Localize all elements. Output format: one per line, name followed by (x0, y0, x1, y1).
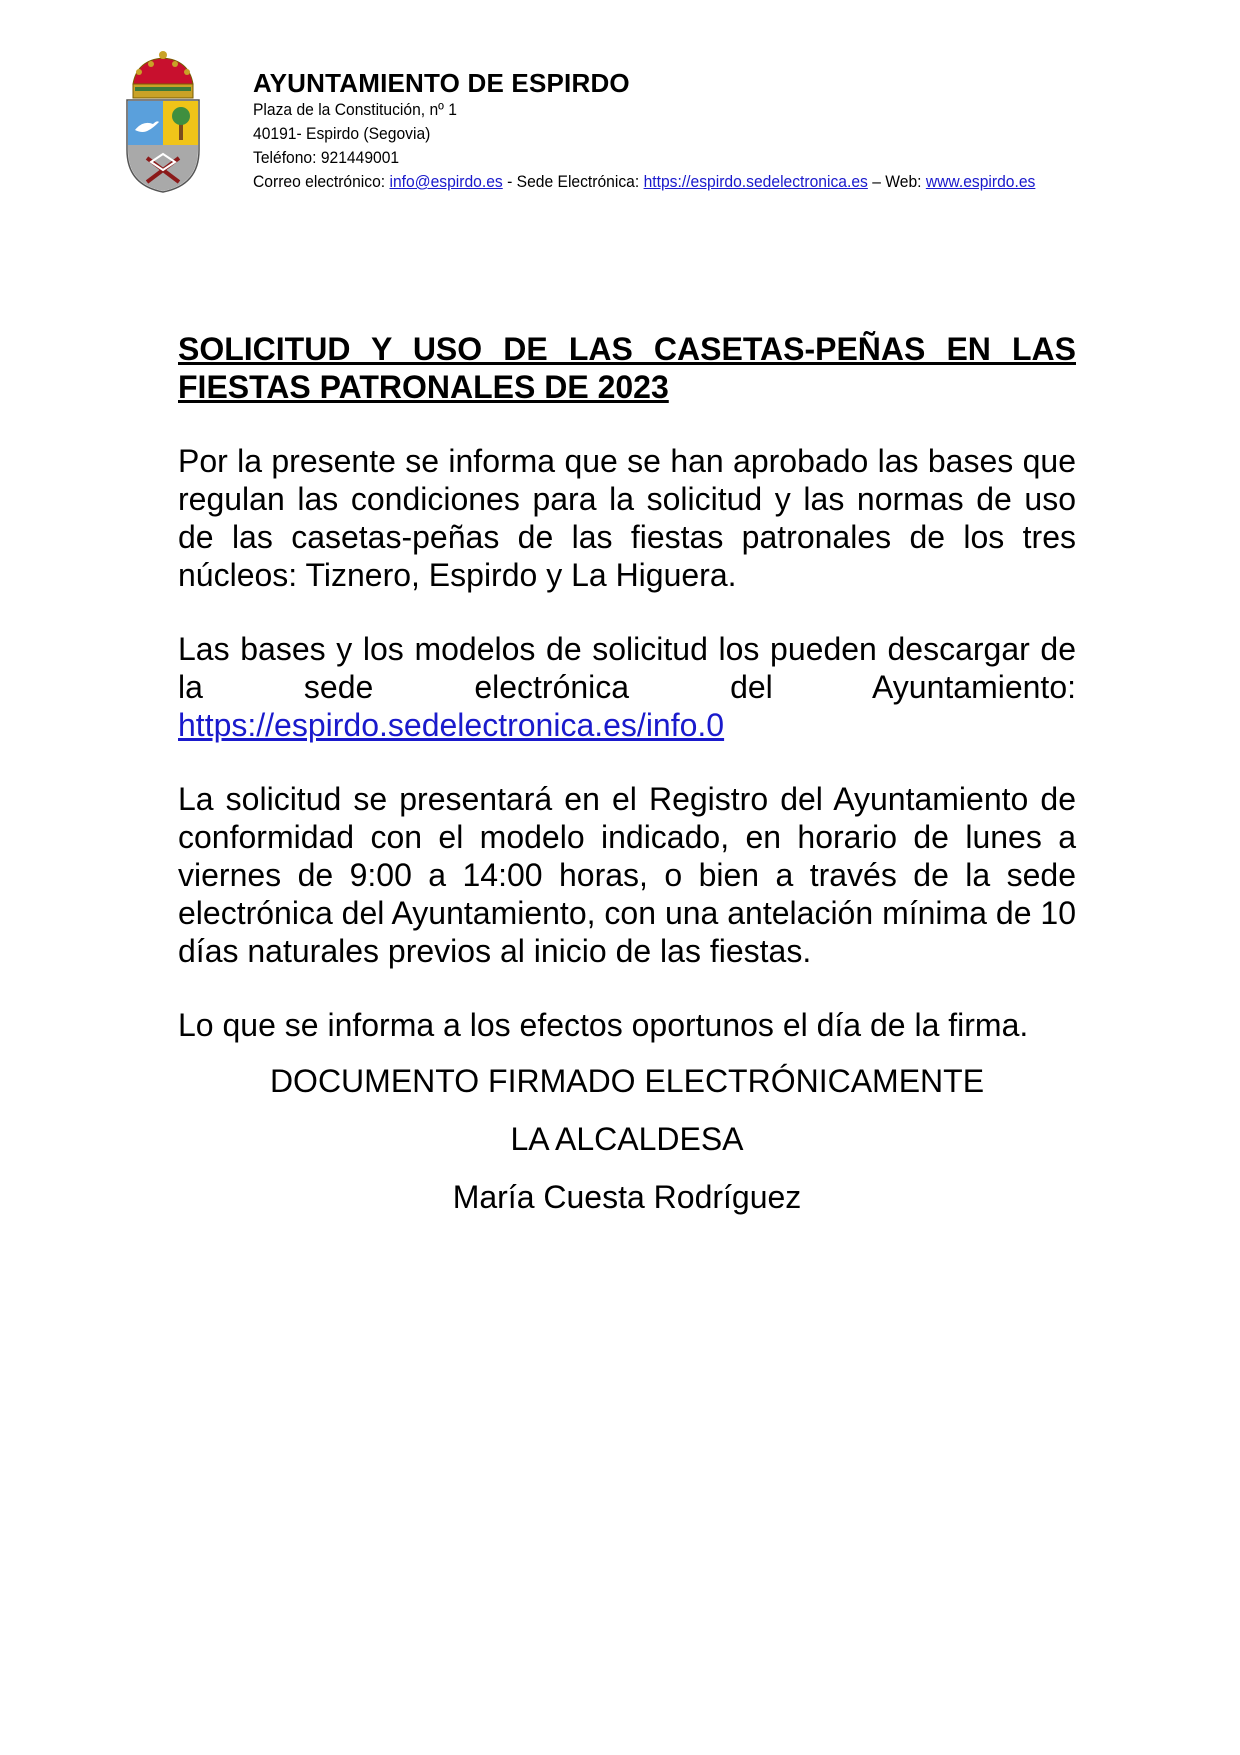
sede-label: - Sede Electrónica: (502, 172, 644, 191)
contact-line (253, 170, 1035, 194)
paragraph-download-link-wrapper (178, 706, 1076, 744)
signature-role: LA ALCALDESA (510, 1121, 744, 1157)
email-link[interactable]: info@espirdo.es (389, 172, 503, 191)
signature-statement: DOCUMENTO FIRMADO ELECTRÓNICAMENTE (269, 1063, 985, 1099)
email-label: Correo electrónico: (253, 172, 390, 191)
document-title: SOLICITUD Y USO DE LAS CASETAS-PEÑAS EN LAS FIESTAS PATRONALES DE 2023 (178, 331, 1076, 405)
paragraph-registration: La solicitud se presentará en el Registro del Ayuntamiento de conformidad con el modelo indicado, en horario de lunes a viernes de 9:00 a 14:00 horas, o bien a través de la sede electrónica del Ayuntamiento, con una antelación mínima de 10 días naturales previos al inicio de las fiestas. (178, 781, 1076, 969)
address-line: Plaza de la Constitución, nº 1 (253, 100, 457, 119)
municipal-coat-of-arms-icon (123, 50, 203, 195)
postal-line: 40191- Espirdo (Segovia) (253, 124, 431, 143)
letterhead (123, 50, 1203, 200)
document-body (178, 330, 1076, 1236)
sede-link[interactable]: https://espirdo.sedelectronica.es (643, 172, 868, 191)
paragraph-download-text: Las bases y los modelos de solicitud los pueden descargar de la sede electrónica del Ayuntamiento: (178, 631, 1076, 705)
web-link[interactable]: www.espirdo.es (925, 172, 1036, 191)
organization-info (253, 68, 1103, 194)
web-label: – Web: (867, 172, 926, 191)
phone-line: Teléfono: 921449001 (253, 148, 400, 167)
paragraph-approval: Por la presente se informa que se han aprobado las bases que regulan las condiciones para la solicitud y las normas de uso de las casetas-peñas de las fiestas patronales de los tres núcleos: Tiznero, Espirdo y La Higuera. (178, 443, 1076, 593)
paragraph-closing: Lo que se informa a los efectos oportunos el día de la firma. (178, 1007, 1029, 1043)
organization-name: AYUNTAMIENTO DE ESPIRDO (253, 68, 630, 98)
sede-info-link[interactable]: https://espirdo.sedelectronica.es/info.0 (178, 707, 725, 743)
signature-name: María Cuesta Rodríguez (452, 1179, 802, 1215)
